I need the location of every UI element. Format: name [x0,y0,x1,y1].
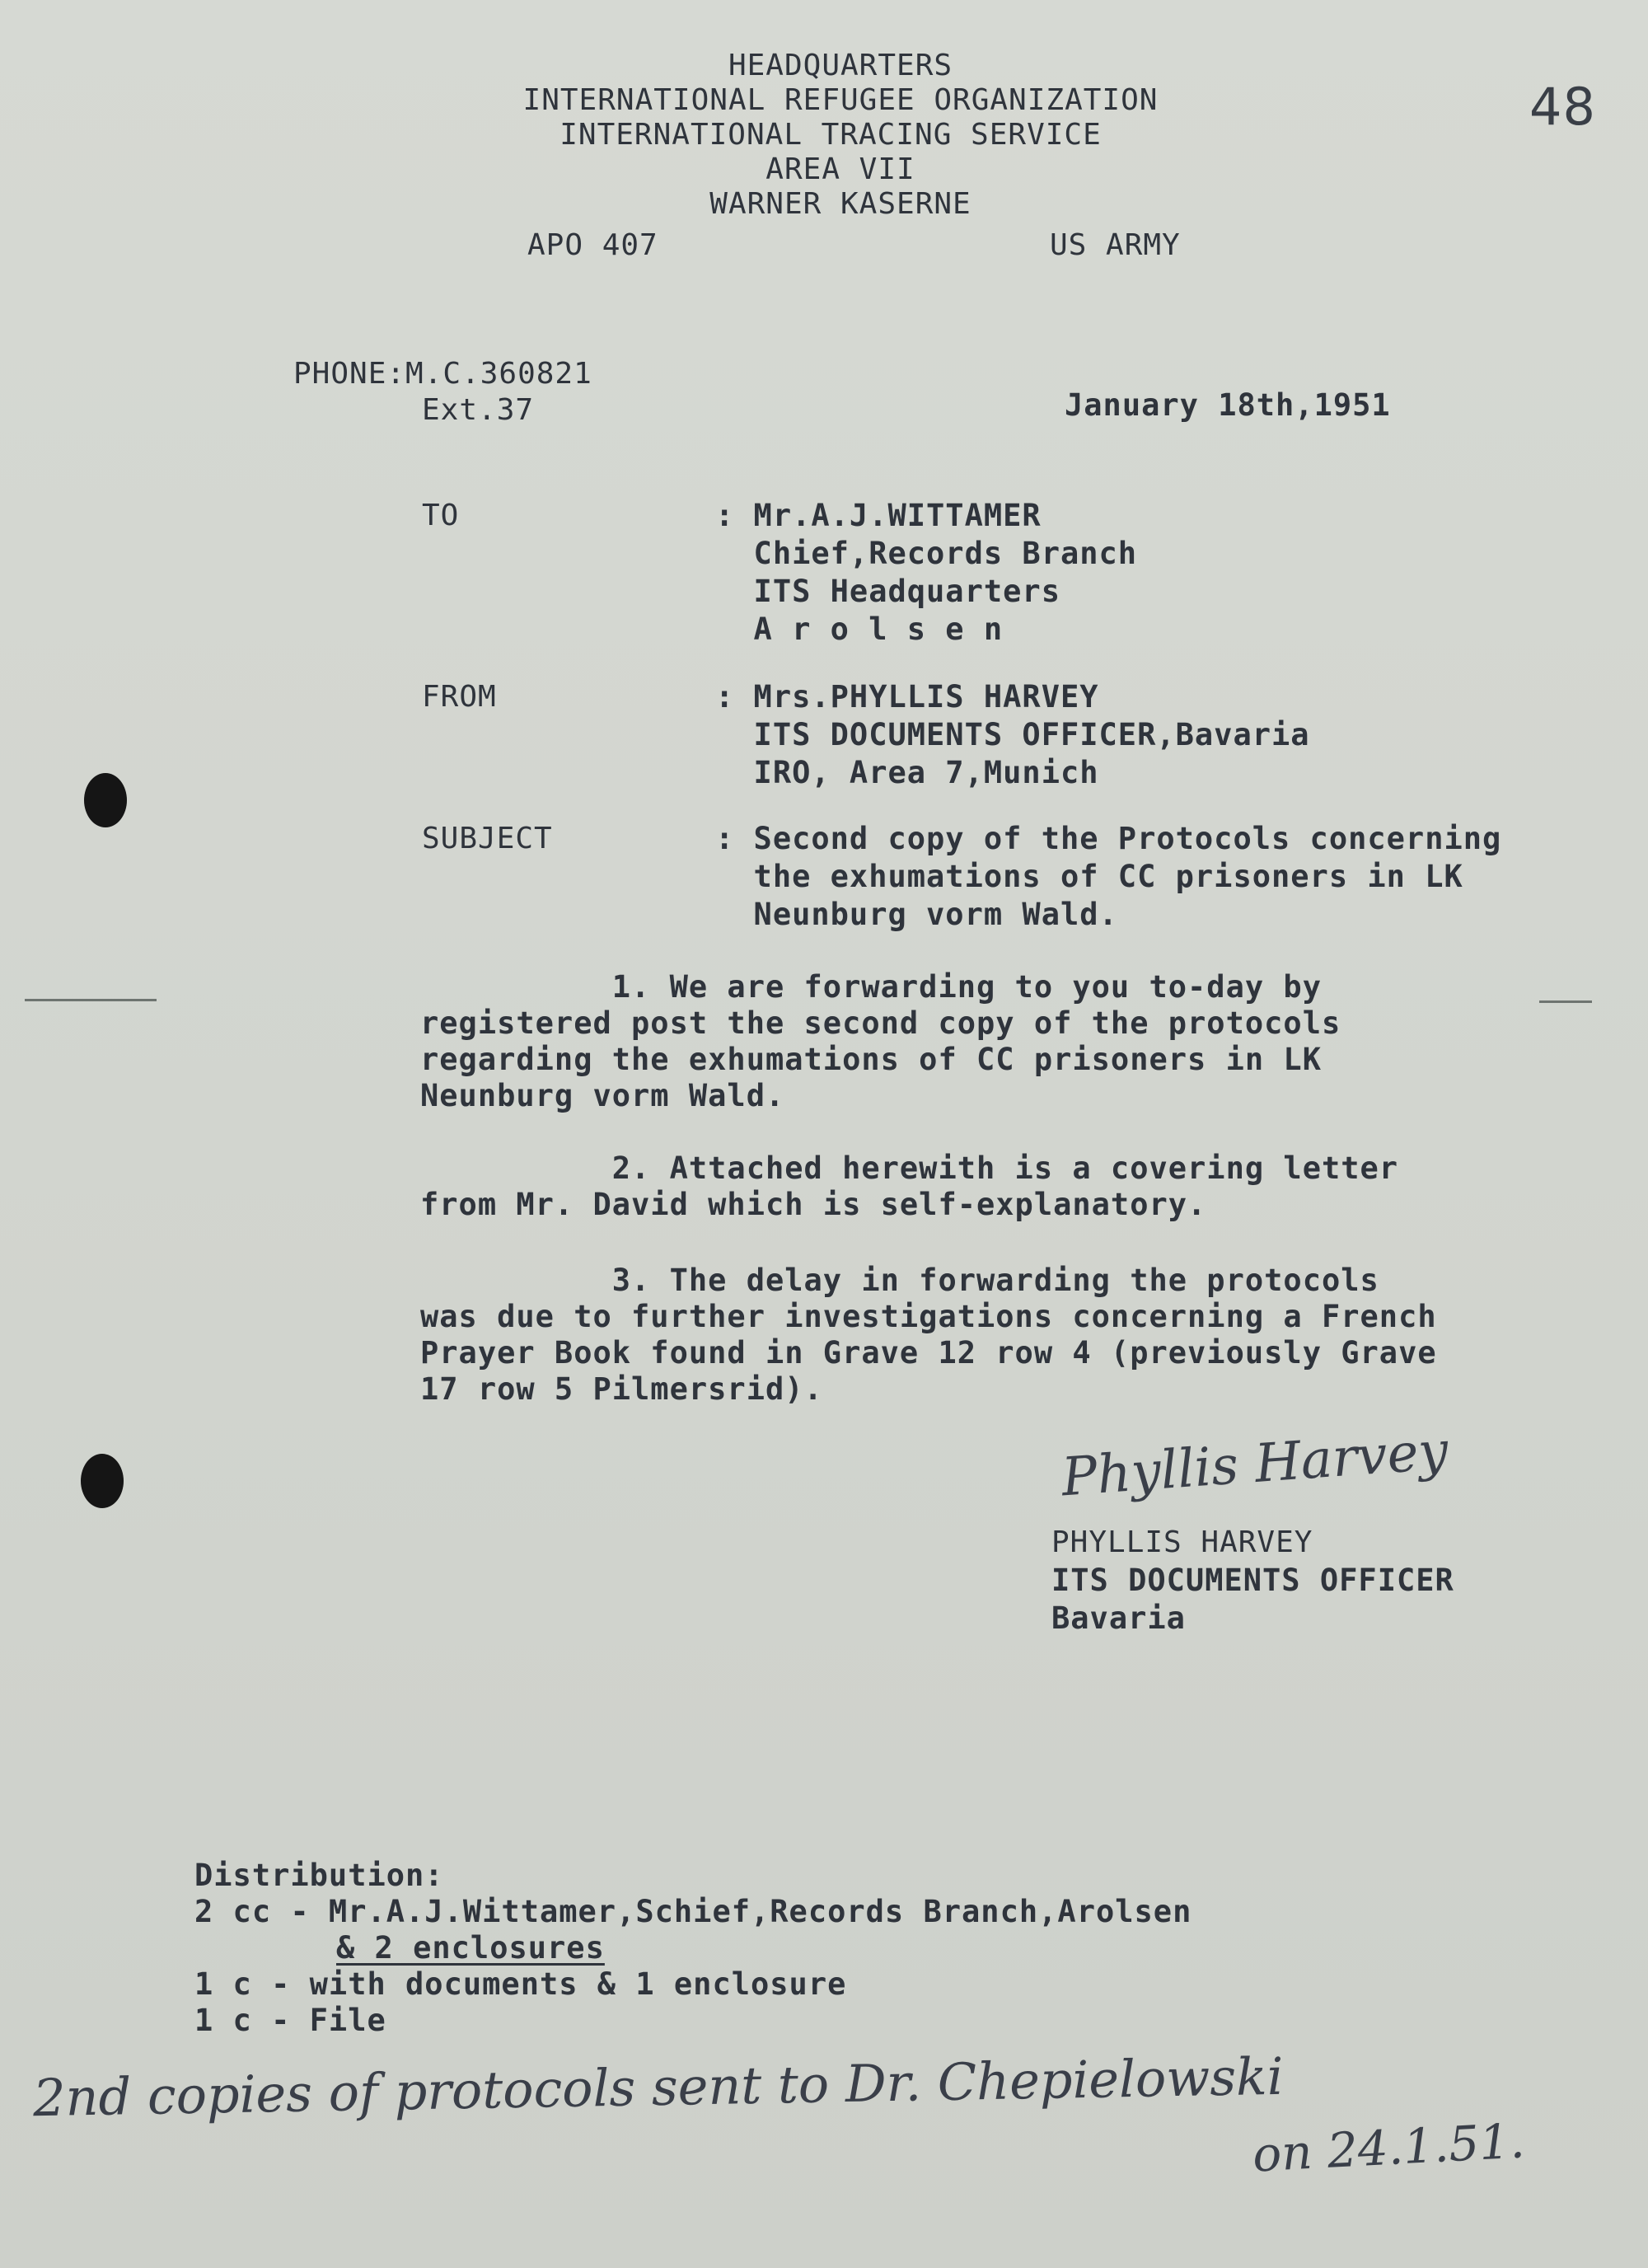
from-line-2: ITS DOCUMENTS OFFICER,Bavaria [715,717,1310,752]
from-line-1: : Mrs.PHYLLIS HARVEY [715,679,1099,715]
distribution-line-3: 1 c - File [194,2003,386,2038]
distribution-heading: Distribution: [194,1858,444,1893]
subject-line-3: Neunburg vorm Wald. [715,897,1118,932]
to-line-1: : Mr.A.J.WITTAMER [715,498,1042,533]
phone-line: PHONE:M.C.360821 [293,357,592,391]
letter-date: January 18th,1951 [1065,387,1391,423]
header-line-5: WARNER KASERNE [709,187,971,221]
us-army: US ARMY [1050,228,1181,262]
fold-mark-right [1539,1000,1592,1003]
subject-label: SUBJECT [422,822,553,855]
paragraph-3-line-4: 17 row 5 Pilmersrid). [420,1371,823,1407]
handwritten-note-line-1: 2nd copies of protocols sent to Dr. Chepielowski [32,2045,1285,2129]
to-line-2: Chief,Records Branch [715,536,1138,571]
handwritten-note-line-2: on 24.1.51. [1251,2112,1527,2183]
distribution-line-1: 2 cc - Mr.A.J.Wittamer,Schief,Records Branch,Arolsen [194,1894,1192,1929]
distribution-enclosures: & 2 enclosures [336,1930,605,1966]
paragraph-3-line-2: was due to further investigations concerning a French [420,1299,1437,1334]
header-line-3: INTERNATIONAL TRACING SERVICE [559,118,1102,152]
to-label: TO [422,499,460,532]
paragraph-1-line-4: Neunburg vorm Wald. [420,1078,785,1113]
distribution-line-2: 1 c - with documents & 1 enclosure [194,1966,847,2002]
page-number: 48 [1529,77,1596,137]
handwritten-signature: Phyllis Harvey [1059,1420,1450,1509]
paragraph-1-line-2: registered post the second copy of the protocols [420,1005,1341,1041]
header-line-2: INTERNATIONAL REFUGEE ORGANIZATION [522,83,1159,117]
signature-title: ITS DOCUMENTS OFFICER [1051,1563,1454,1598]
from-line-3: IRO, Area 7,Munich [715,755,1099,790]
paragraph-1-line-3: regarding the exhumations of CC prisoners in LK [420,1042,1322,1077]
paragraph-3-line-1: 3. The delay in forwarding the protocols [420,1263,1379,1298]
apo-number: APO 407 [527,228,658,262]
paragraph-2-line-1: 2. Attached herewith is a covering letter [420,1150,1399,1186]
fold-mark-left [25,999,157,1001]
paragraph-3-line-3: Prayer Book found in Grave 12 row 4 (previously Grave [420,1335,1437,1371]
header-line-1: HEADQUARTERS [728,49,953,82]
subject-line-1: : Second copy of the Protocols concerning [715,821,1502,856]
paragraph-1-line-1: 1. We are forwarding to you to-day by [420,969,1322,1005]
signature-region: Bavaria [1051,1600,1186,1636]
from-label: FROM [422,680,497,714]
phone-ext: Ext.37 [422,393,535,427]
punch-hole-bottom [81,1454,124,1508]
signature-name: PHYLLIS HARVEY [1051,1525,1313,1559]
paragraph-2-line-2: from Mr. David which is self-explanatory. [420,1187,1207,1222]
to-line-4: A r o l s e n [715,612,1004,647]
header-line-4: AREA VII [765,152,915,186]
punch-hole-top [84,773,127,827]
to-line-3: ITS Headquarters [715,574,1060,609]
subject-line-2: the exhumations of CC prisoners in LK [715,859,1463,894]
